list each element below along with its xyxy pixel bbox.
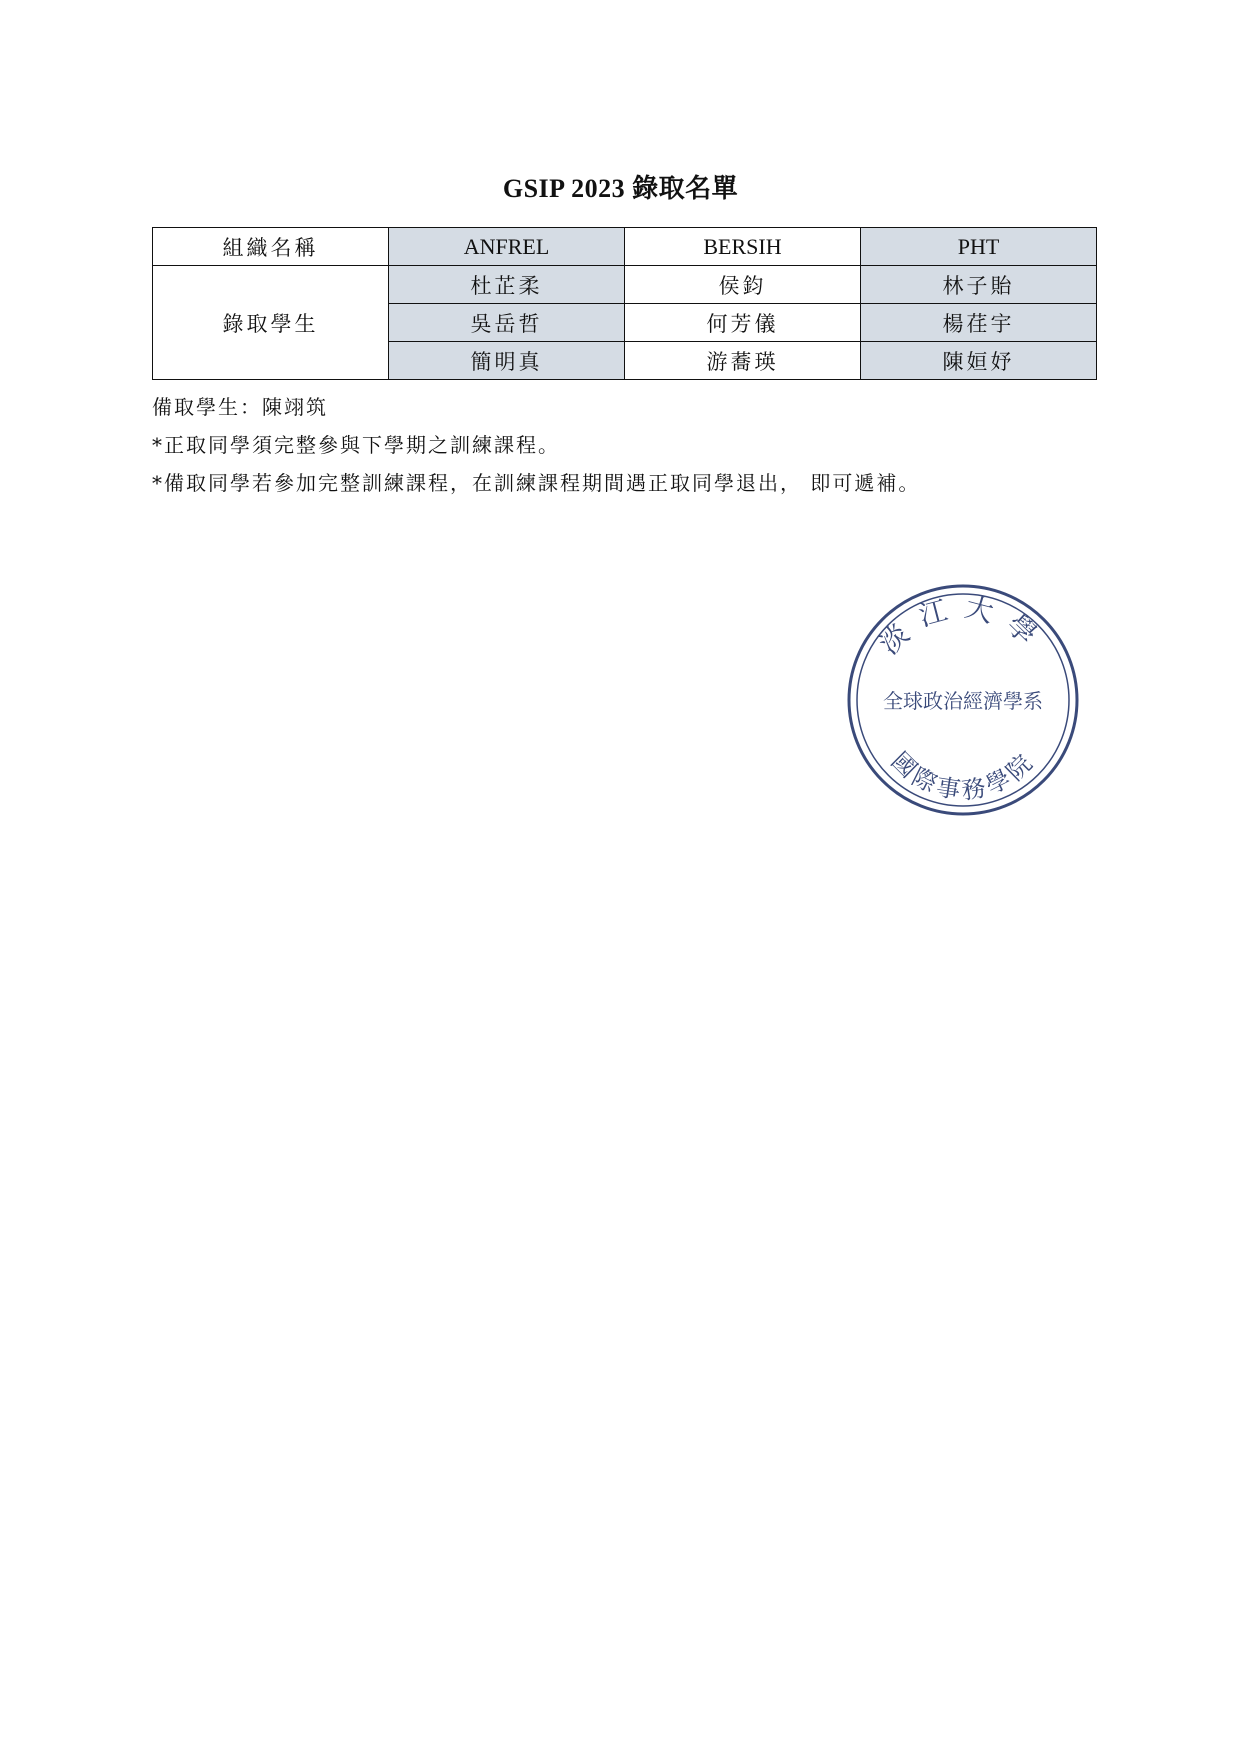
- org-label-cell: 組織名稱: [153, 228, 389, 266]
- student-cell: 吳岳哲: [389, 304, 625, 342]
- table-row: [153, 266, 1097, 304]
- org-pht-cell: PHT: [861, 228, 1097, 266]
- student-cell: 簡明真: [389, 342, 625, 380]
- admission-table: [152, 227, 1097, 380]
- seal-center-text: 全球政治經濟學系: [883, 689, 1043, 713]
- student-cell: 陳姮妤: [861, 342, 1097, 380]
- student-cell: 侯鈞: [625, 266, 861, 304]
- note-line-1: *正取同學須完整參與下學期之訓練課程。: [152, 433, 560, 457]
- header-row: [153, 228, 1097, 266]
- admitted-label-cell: 錄取學生: [153, 266, 389, 380]
- seal-bottom-text: 國際事務學院: [885, 746, 1041, 806]
- student-cell: 杜芷柔: [389, 266, 625, 304]
- student-cell: 何芳儀: [625, 304, 861, 342]
- page-title: GSIP 2023 錄取名單: [502, 174, 739, 203]
- note-line-2: *備取同學若參加完整訓練課程，在訓練課程期間遇正取同學退出， 即可遞補。: [152, 471, 921, 495]
- waitlist-note: 備取學生：陳翊筑: [152, 395, 328, 419]
- org-anfrel-cell: ANFREL: [389, 228, 625, 266]
- student-cell: 楊荏宇: [861, 304, 1097, 342]
- student-cell: 游蕎瑛: [625, 342, 861, 380]
- seal-stamp: [843, 580, 1083, 820]
- org-bersih-cell: BERSIH: [625, 228, 861, 266]
- seal-top-text: 淡江大學: [872, 590, 1054, 661]
- student-cell: 林子貽: [861, 266, 1097, 304]
- notes-block: [152, 388, 920, 502]
